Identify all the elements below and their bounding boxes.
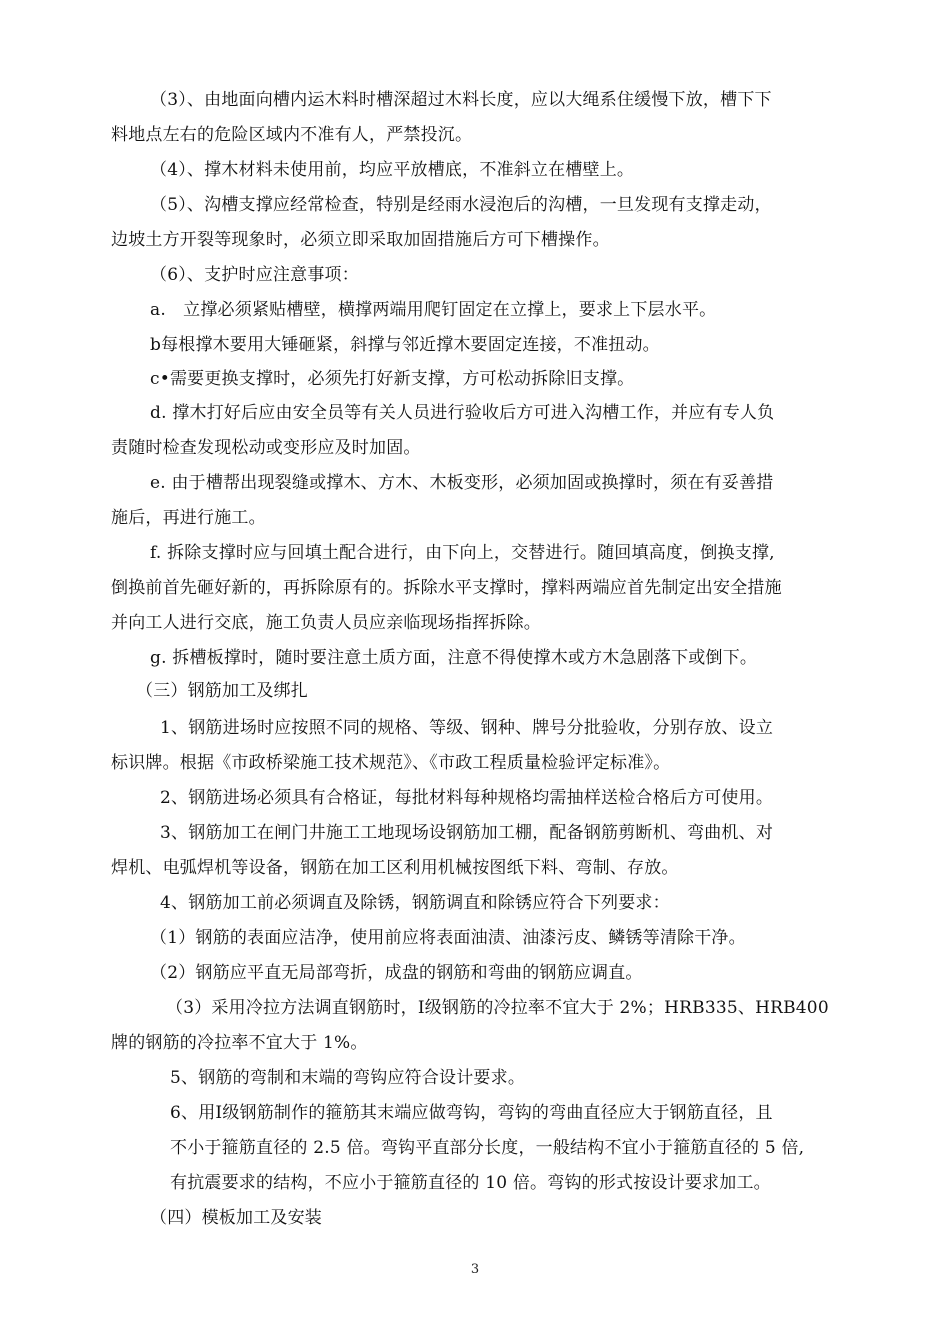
text-line: e. 由于槽帮出现裂缝或撑木、方木、木板变形，必须加固或换撑时，须在有妥善措 bbox=[150, 473, 774, 493]
text-line: 料地点左右的危险区域内不准有人，严禁投沉。 bbox=[111, 125, 473, 145]
text-line: 3、钢筋加工在闸门井施工工地现场设钢筋加工棚，配备钢筋剪断机、弯曲机、对 bbox=[160, 823, 774, 843]
text-line: a. 立撑必须紧贴槽壁，横撑两端用爬钉固定在立撑上，要求上下层水平。 bbox=[150, 300, 717, 320]
text-line: 责随时检查发现松动或变形应及时加固。 bbox=[111, 438, 421, 458]
text-line: 6、用I级钢筋制作的箍筋其末端应做弯钩，弯钩的弯曲直径应大于钢筋直径，且 bbox=[170, 1103, 773, 1123]
text-line: （3）、由地面向槽内运木料时槽深超过木料长度，应以大绳系住缓慢下放，槽下下 bbox=[150, 90, 772, 110]
text-line: （5）、沟槽支撑应经常检查，特别是经雨水浸泡后的沟槽，一旦发现有支撑走动， bbox=[150, 195, 772, 215]
page-number: 3 bbox=[470, 1262, 480, 1277]
text-line: f. 拆除支撑时应与回填土配合进行，由下向上，交替进行。随回填高度，倒换支撑, bbox=[150, 543, 775, 563]
text-line: 4、钢筋加工前必须调直及除锈，钢筋调直和除锈应符合下列要求： bbox=[160, 893, 670, 913]
text-line: 5、钢筋的弯制和末端的弯钩应符合设计要求。 bbox=[170, 1068, 526, 1088]
text-line: 并向工人进行交底，施工负责人员应亲临现场指挥拆除。 bbox=[111, 613, 541, 633]
text-line: b每根撑木要用大锤砸紧，斜撑与邻近撑木要固定连接，不准扭动。 bbox=[150, 335, 660, 355]
text-line: 施后，再进行施工。 bbox=[111, 508, 266, 528]
text-line: （3）采用冷拉方法调直钢筋时，I级钢筋的冷拉率不宜大于 2%；HRB335、HRB400 bbox=[166, 998, 829, 1018]
text-line: 焊机、电弧焊机等设备，钢筋在加工区利用机械按图纸下料、弯制、存放。 bbox=[111, 858, 679, 878]
text-line: 倒换前首先砸好新的，再拆除原有的。拆除水平支撑时，撑料两端应首先制定出安全措施 bbox=[111, 578, 782, 598]
text-line: 有抗震要求的结构，不应小于箍筋直径的 10 倍。弯钩的形式按设计要求加工。 bbox=[170, 1173, 771, 1193]
text-line: （2）钢筋应平直无局部弯折，成盘的钢筋和弯曲的钢筋应调直。 bbox=[150, 963, 643, 983]
text-line: 牌的钢筋的冷拉率不宜大于 1%。 bbox=[111, 1033, 368, 1053]
text-line: d. 撑木打好后应由安全员等有关人员进行验收后方可进入沟槽工作，并应有专人负 bbox=[150, 403, 775, 423]
text-line: 标识牌。根据《市政桥梁施工技术规范》、《市政工程质量检验评定标准》。 bbox=[111, 753, 671, 773]
text-line: （6）、支护时应注意事项： bbox=[150, 265, 359, 285]
text-line: c•需要更换支撑时，必须先打好新支撑，方可松动拆除旧支撑。 bbox=[150, 369, 635, 389]
text-line: 边坡土方开裂等现象时，必须立即采取加固措施后方可下槽操作。 bbox=[111, 230, 610, 250]
text-line: g. 拆槽板撑时，随时要注意土质方面，注意不得使撑木或方木急剧落下或倒下。 bbox=[150, 648, 758, 668]
section-heading: （四）模板加工及安装 bbox=[150, 1208, 322, 1228]
text-line: 2、钢筋进场必须具有合格证，每批材料每种规格均需抽样送检合格后方可使用。 bbox=[160, 788, 774, 808]
text-line: 1、钢筋进场时应按照不同的规格、等级、钢种、牌号分批验收，分别存放、设立 bbox=[160, 718, 774, 738]
text-line: （4）、撑木材料未使用前，均应平放槽底，不准斜立在槽壁上。 bbox=[150, 160, 635, 180]
section-heading: （三）钢筋加工及绑扎 bbox=[136, 681, 308, 701]
text-line: （1）钢筋的表面应洁净，使用前应将表面油渍、油漆污皮、鳞锈等清除干净。 bbox=[150, 928, 746, 948]
text-line: 不小于箍筋直径的 2.5 倍。弯钩平直部分长度，一般结构不宜小于箍筋直径的 5 倍, bbox=[170, 1138, 805, 1158]
